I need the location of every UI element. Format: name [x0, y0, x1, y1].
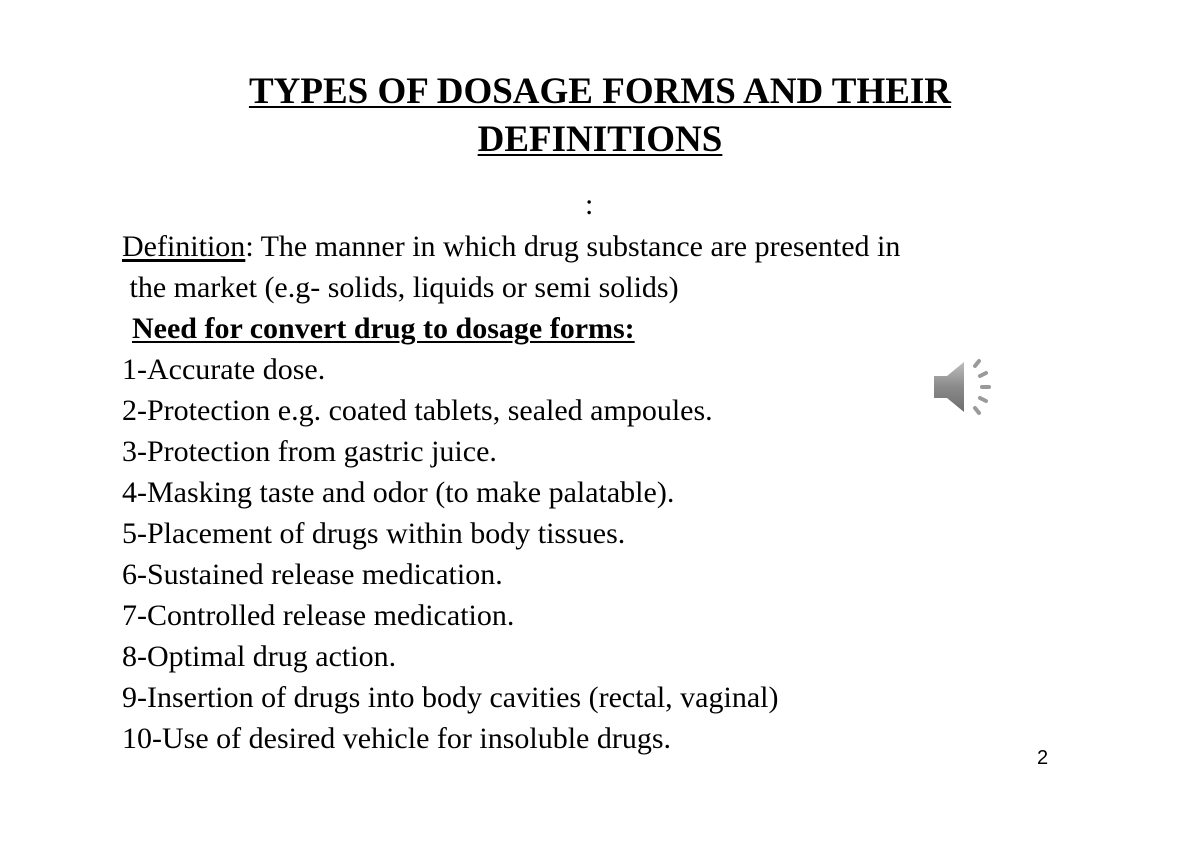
title-line-1: TYPES OF DOSAGE FORMS AND THEIR: [248, 71, 952, 112]
definition-text-1: : The manner in which drug substance are presented in: [245, 230, 901, 263]
page-number: 2: [1037, 747, 1049, 769]
list-item: 2-Protection e.g. coated tablets, sealed ampoules.: [122, 394, 713, 427]
list-item: 8-Optimal drug action.: [122, 640, 397, 673]
definition-text-2: the market (e.g- solids, liquids or semi solids): [122, 271, 679, 304]
list-item: 1-Accurate dose.: [122, 353, 326, 386]
definition-line-2: [122, 267, 1082, 308]
definition-line-1: [122, 226, 1082, 267]
slide-title: [0, 68, 1200, 164]
need-heading: Need for convert drug to dosage forms:: [132, 312, 635, 345]
speaker-icon[interactable]: [930, 354, 1002, 420]
slide-body: [122, 226, 1082, 759]
list-item: 7-Controlled release medication.: [122, 599, 515, 632]
colon-mark: :: [585, 188, 594, 221]
list-item: 10-Use of desired vehicle for insoluble drugs.: [122, 722, 672, 755]
definition-term: Definition: [122, 230, 246, 263]
title-line-2: DEFINITIONS: [477, 119, 723, 160]
list-item: 6-Sustained release medication.: [122, 558, 503, 591]
need-heading-line: [122, 308, 1082, 349]
list-item: 3-Protection from gastric juice.: [122, 435, 497, 468]
list-item: 5-Placement of drugs within body tissues.: [122, 517, 626, 550]
list-item: 9-Insertion of drugs into body cavities (rectal, vaginal): [122, 681, 779, 714]
list-item: 4-Masking taste and odor (to make palatable).: [122, 476, 675, 509]
